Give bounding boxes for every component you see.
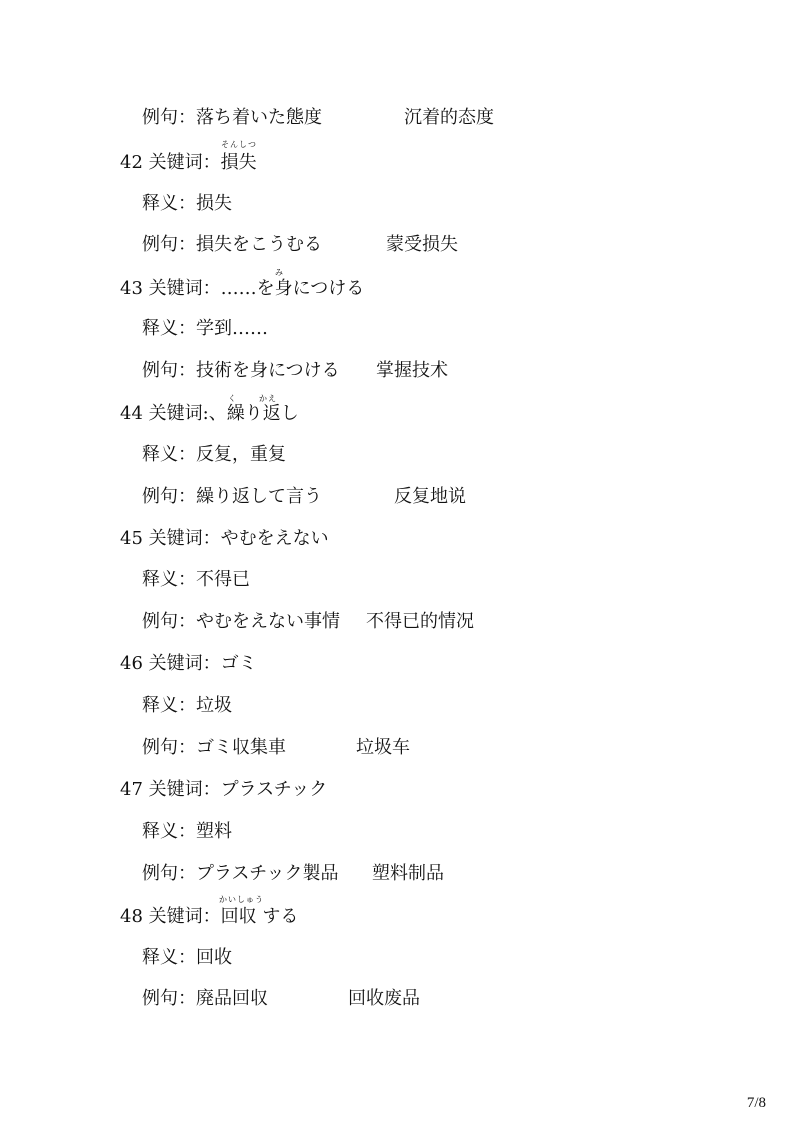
example-chinese: 回收废品	[348, 988, 420, 1009]
example-line-47	[142, 858, 642, 890]
meaning-text: 不得已	[196, 569, 250, 590]
example-label: 例句：	[142, 611, 196, 632]
keyword-label: 43 关键词：	[120, 278, 221, 299]
keyword-text: 損失	[220, 152, 257, 173]
meaning-line-47	[142, 816, 442, 848]
keyword-line-47	[120, 774, 440, 806]
keyword-label: 44 关键词:、	[120, 403, 227, 424]
keyword-text: 回収 する	[220, 906, 299, 927]
meaning-line-44	[142, 439, 442, 471]
example-chinese: 掌握技术	[376, 360, 448, 381]
example-japanese: 繰り返して言う	[196, 486, 322, 507]
keyword-text: やむをえない	[220, 528, 329, 549]
meaning-line-43	[142, 313, 442, 345]
example-japanese: 落ち着いた態度	[196, 107, 322, 128]
keyword-line-48	[120, 901, 440, 933]
example-chinese: 不得已的情况	[366, 611, 474, 632]
meaning-label: 释义：	[142, 569, 196, 590]
example-label: 例句：	[142, 486, 196, 507]
meaning-text: 损失	[196, 193, 232, 214]
meaning-text: 塑料	[196, 821, 232, 842]
example-chinese: 蒙受损失	[386, 234, 458, 255]
example-line-48	[142, 983, 642, 1015]
meaning-text: 回收	[196, 947, 232, 968]
meaning-text: 学到……	[196, 318, 268, 339]
keyword-text: プラスチック	[220, 779, 328, 800]
keyword-line-46	[120, 648, 420, 680]
meaning-line-46	[142, 690, 442, 722]
keyword-label: 48 关键词：	[120, 906, 221, 927]
keyword-text: 繰り返し	[226, 403, 299, 424]
furigana-sonshitsu: そんしつ	[221, 140, 257, 149]
example-japanese: プラスチック製品	[196, 863, 339, 884]
example-line-45	[142, 606, 642, 638]
keyword-line-43	[120, 273, 470, 305]
example-chinese: 沉着的态度	[404, 107, 494, 128]
example-label: 例句：	[142, 360, 196, 381]
keyword-label: 42 关键词：	[120, 152, 221, 173]
meaning-line-42	[142, 188, 442, 220]
meaning-line-45	[142, 564, 442, 596]
keyword-line-42	[120, 147, 420, 179]
example-label: 例句：	[142, 737, 196, 758]
example-line-41	[142, 102, 642, 134]
keyword-line-45	[120, 523, 470, 555]
example-line-43	[142, 355, 642, 387]
example-line-44	[142, 481, 642, 513]
furigana-ku: く	[228, 394, 237, 403]
example-chinese: 垃圾车	[356, 737, 410, 758]
example-label: 例句：	[142, 988, 196, 1009]
example-japanese: やむをえない事情	[196, 611, 340, 632]
example-japanese: 廃品回収	[196, 988, 268, 1009]
example-line-42	[142, 229, 642, 261]
keyword-label: 45 关键词：	[120, 528, 221, 549]
keyword-label: 47 关键词：	[120, 779, 221, 800]
furigana-mi: み	[275, 268, 284, 277]
example-japanese: ゴミ収集車	[196, 737, 286, 758]
furigana-kaishuu: かいしゅう	[219, 895, 264, 904]
meaning-label: 释义：	[142, 444, 196, 465]
furigana-kae: かえ	[259, 394, 277, 403]
example-label: 例句：	[142, 863, 196, 884]
example-chinese: 塑料制品	[372, 863, 444, 884]
meaning-line-48	[142, 942, 442, 974]
meaning-label: 释义：	[142, 821, 196, 842]
example-line-46	[142, 732, 642, 764]
meaning-label: 释义：	[142, 318, 196, 339]
page-number: 7/8	[746, 1095, 766, 1111]
meaning-label: 释义：	[142, 947, 196, 968]
keyword-text: ゴミ	[220, 653, 257, 674]
keyword-text: ……を身につける	[220, 278, 365, 299]
example-label: 例句：	[142, 234, 196, 255]
example-chinese: 反复地说	[394, 486, 466, 507]
keyword-label: 46 关键词：	[120, 653, 221, 674]
example-japanese: 損失をこうむる	[196, 234, 322, 255]
meaning-text: 反复，重复	[196, 444, 286, 465]
meaning-label: 释义：	[142, 193, 196, 214]
example-label: 例句：	[142, 107, 196, 128]
meaning-text: 垃圾	[196, 695, 232, 716]
meaning-label: 释义：	[142, 695, 196, 716]
example-japanese: 技術を身につける	[196, 360, 340, 381]
